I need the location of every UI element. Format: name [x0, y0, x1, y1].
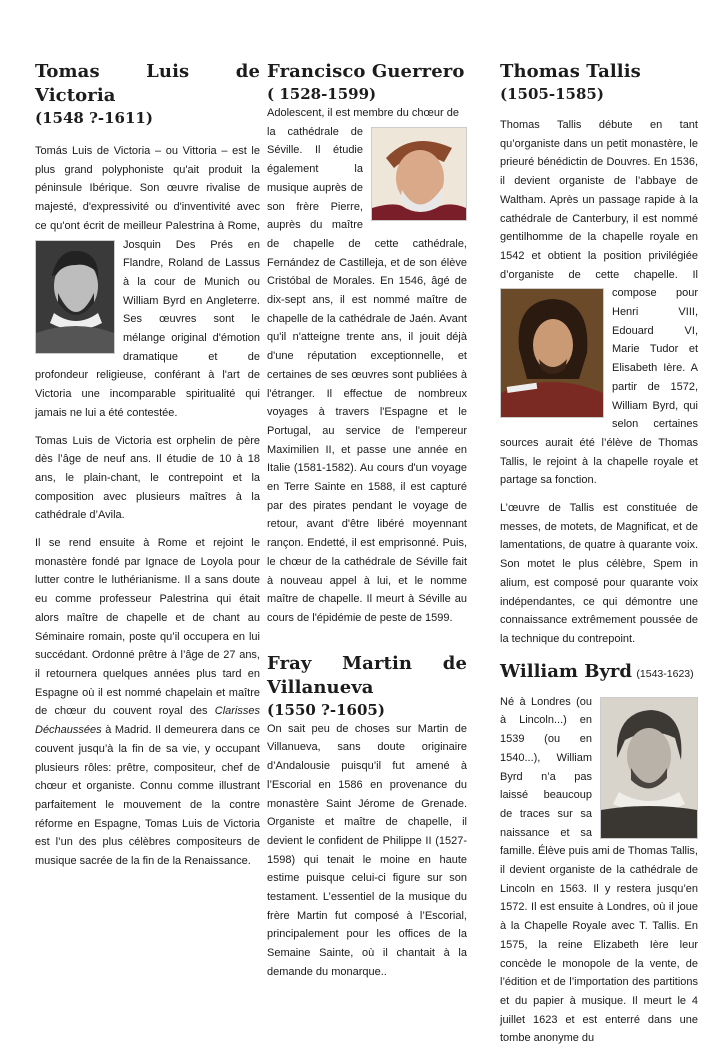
tallis-p1-end: pour Henri VIII, Edouard VI, Marie Tudor et Elisabeth Ière. A partir de 1572, William Byrd, qui selon certaines sources aurait été l’élève de Thomas Tallis, le rejoint à la chapelle royale et partage sa fonction.: [500, 287, 698, 487]
victoria-section: [35, 60, 260, 871]
victoria-heading-line2: Victoria: [35, 85, 116, 106]
byrd-heading: William Byrd: [500, 660, 632, 682]
guerrero-portrait-image: [371, 127, 467, 221]
victoria-paragraph-1: [35, 142, 260, 423]
tallis-paragraph-2: L’œuvre de Tallis est constituée de messes, de motets, de Magnificat, et de lamentations, de quatre à quarante voix. Son motet le plus célèbre, Spem in alium, est composé pour quarante voix indépendantes, ce qui démontre une connaissance extrêmement poussée de la technique du contrepoint.: [500, 502, 698, 645]
victoria-p3-end: à Madrid. Il demeurera dans ce couvent jusqu’à la fin de sa vie, y occupant plusieurs rôles: prêtre, compositeur, chef de chœur et organiste. Connu comme illustrant parfaitement le mouvement de la contre réforme en Espagne, Tomas Luis de Victoria est l’un des plus célèbres compositeurs de musique sacrée de la fin de la Renaissance.: [35, 724, 260, 868]
byrd-p1: Né à Londres (ou à Lincoln...) en 1539 (ou en 1540...), William Byrd n’a pas laissé beaucoup de traces sur sa naissance et sa famille. Élève puis ami de Thomas Tallis, il devient organiste de la cathédrale de Lincoln en 1563. Il y restera jusqu’en 1572. Il est ensuite à Londres, où il joue à la Chapelle Royale avec T. Tallis. En 1575, la reine Elizabeth Ière leur concède le monopole de la vente, de l’édition et de l’importation des partitions et du papier à musique. Il meurt le 4 juillet 1623 et est enterré dans une tombe anonyme du: [500, 695, 698, 1045]
guerrero-p1-rest: du maître de chapelle de cette cathédrale, Fernández de Castilleja, et de son élève Cristóbal de Morales. En 1546, âgé de dix-sept ans, il est nommé maître de chapelle de la cathédrale de Jaén. Avant qu'il n'atteigne trente ans, il jouit déjà d'une réputation exceptionnelle, et certaines de ses œuvres sont publiées à l'étranger. Il effectue de nombreux voyages à travers l'Espagne et le Portugal, au service de l'empereur Maximilien II, et passe une année en Italie (1581-1582). Au cours d'un voyage en Terre Sainte en 1588, il est capturé par des pirates pendant le voyage de retour, avant d'être libéré moyennant rançon. Endetté, il est emprisonné. Puis, le chœur de la cathédrale de Séville fait à nouveau appel à lui, et le nomme maître de chapelle. Il meurt à Séville au cours de l'épidémie de peste de 1599.: [267, 219, 467, 624]
victoria-p3-italic: Clarisses Déchaussées: [35, 705, 260, 737]
victoria-paragraph-3: [35, 534, 260, 871]
guerrero-paragraph-top: Adolescent, il est membre du chœur de: [267, 107, 459, 119]
tallis-years: (1505-1585): [500, 85, 604, 103]
villanueva-heading-line2: Villanueva: [267, 676, 374, 698]
guerrero-paragraph: [267, 123, 467, 628]
guerrero-p1-wrap: la cathédrale de Séville. Il étudie également la musique auprès de son frère Pierre, auprès: [267, 125, 363, 232]
villanueva-heading-line1: Fray Martin de: [267, 652, 467, 674]
byrd-portrait-image: [600, 697, 698, 839]
guerrero-section: [267, 60, 467, 982]
victoria-portrait-image: [35, 240, 115, 354]
guerrero-years: ( 1528-1599): [267, 85, 377, 103]
victoria-years: (1548 ?-1611): [35, 109, 153, 127]
guerrero-heading: Francisco Guerrero: [267, 61, 465, 82]
villanueva-section: [267, 652, 467, 982]
tallis-section: [500, 60, 698, 1048]
tallis-heading: Thomas Tallis: [500, 61, 641, 82]
victoria-p3-start: Il se rend ensuite à Rome et rejoint le monastère fondé par Ignace de Loyola pour lutter contre le luthérianisme. Il a sans doute eu comme professeur Palestrina qui était alors maître de chapelle et de chant au Séminaire romain, poste qu’il occupera en lui succédant. Ordonné prêtre à l’âge de 27 ans, il retournera quelques années plus tard en Espagne où il est nommé chapelain et maître de chœur du couvent royal des: [35, 537, 260, 718]
tallis-paragraph-1: [500, 116, 698, 490]
victoria-p1-end: Prés en Flandre, Roland de Lassus à la cour de Munich ou William Byrd en Angleterre. Ses œuvres sont le mélange original d'émotion dramatique et de profondeur religieuse, conférant à l'art de Victoria une incomparable spiritualité qui jamais ne lui a été contestée.: [35, 238, 260, 419]
byrd-paragraph: [500, 693, 698, 1048]
tallis-p1-start: Thomas Tallis débute en tant qu’organiste dans un petit monastère, le prieuré bénédictin de Douvres. En 1536, il devient organiste de l’abbaye de Waltham. Après un passage rapide à la cathédrale de Canterbury, il est nommé gentilhomme de la chapelle royale en 1542 et obtient la position privilégiée d’organiste de cette chapelle. Il compose: [500, 119, 698, 300]
byrd-years: (1543-1623): [636, 667, 694, 680]
villanueva-paragraph: On sait peu de choses sur Martin de Villanueva, sans doute originaire d’Andalousie puisqu’il fut amené à l’Escorial en 1586 en provenance du monastère Saint Jérome de Grenade. Organiste et maître de chapelle, il devient le confident de Philippe II (1527-1598) qui tenait le moine en haute estime puisque celui-ci figure sur son testament. L’essentiel de la musique du frère Martin fut composé à l’Escorial, principalement pour les offices de la Semaine Sainte, où il chantait à la demande du monarque..: [267, 722, 467, 978]
villanueva-years: (1550 ?-1605): [267, 700, 385, 719]
victoria-paragraph-2: Tomas Luis de Victoria est orphelin de père dès l’âge de neuf ans. Il étudie de 10 à 18 ans, le plain-chant, le contrepoint et la composition avec plusieurs maîtres à la cathédrale d’Avila.: [35, 434, 260, 522]
victoria-heading-line1: Tomas Luis de: [35, 61, 260, 82]
victoria-p1-start: Tomás Luis de Victoria – ou Vittoria – est le plus grand polyphoniste qu'ait produit la péninsule Ibérique. Son œuvre rivalise de majesté, d'expressivité ou d'inventivité avec ce qu'ont écrit de meilleur Palestrina à Rome, Josquin Des: [35, 145, 260, 251]
byrd-section: [500, 659, 698, 1048]
tallis-portrait-image: [500, 288, 604, 418]
